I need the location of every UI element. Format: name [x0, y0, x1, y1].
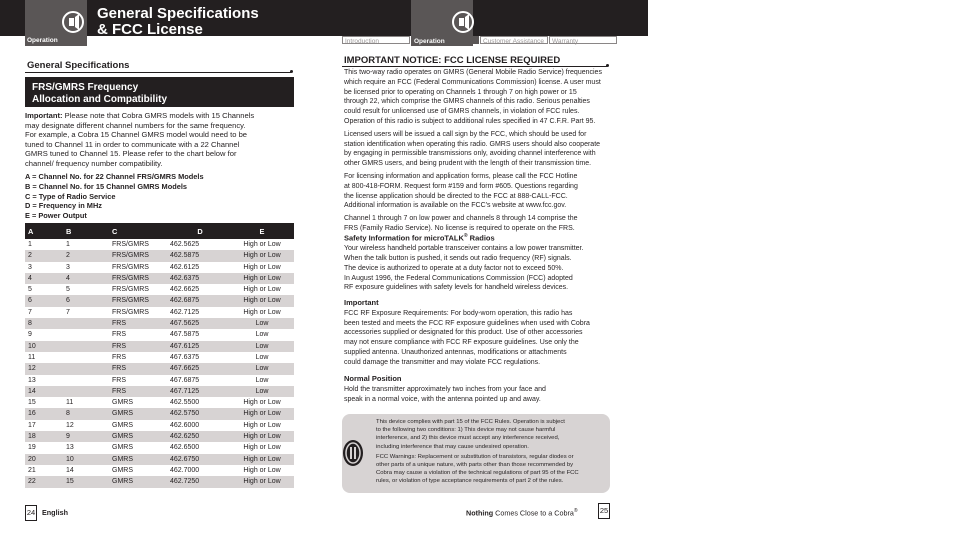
tab-customer-assistance[interactable]: Customer Assistance — [480, 36, 548, 44]
cell-channel-b: 15 — [66, 476, 112, 487]
para-line: Channel 1 through 7 on low power and channels 8 through 14 comprise the — [344, 215, 578, 223]
cell-power: High or Low — [243, 421, 281, 429]
para-line: the license application should be directed to the FCC at 888-CALL-FCC. — [344, 192, 568, 200]
para-line: Licensed users will be issued a call sign by the FCC, which should be used for — [344, 130, 587, 138]
cell-service: FRS/GMRS — [112, 273, 170, 284]
table-row — [25, 397, 294, 408]
cell-service: FRS — [112, 341, 170, 352]
important-note — [25, 111, 295, 169]
cell-power: High or Low — [243, 241, 281, 248]
important-text-line: could damage the transmitter and may violate FCC regulations. — [344, 358, 541, 366]
warning-line: FCC Warnings: Replacement or substitution of transistors, regular diodes or — [376, 453, 574, 460]
cell-frequency: 462.7250 — [170, 476, 230, 487]
footer-slogan — [466, 508, 578, 517]
safety-line: In August 1996, the Federal Communications Commission (FCC) adopted — [344, 274, 573, 282]
cell-channel-b — [66, 386, 112, 397]
important-line: tuned to Channel 11 in order to communicate with a 22 Channel — [25, 139, 240, 149]
safety-heading-text: Safety Information for microTALK — [344, 233, 464, 243]
cell-power: High or Low — [243, 466, 281, 474]
safety-line: When the talk button is pushed, it sends out radio frequency (RF) signals. — [344, 255, 572, 263]
important-line: may designate different channel numbers for the same frequency. — [25, 120, 246, 130]
column-header-c: C — [112, 223, 170, 239]
fcc-body — [344, 68, 619, 234]
para-line: station identification when operating this radio. GMRS users should also cooperate — [344, 140, 601, 148]
registered-mark: ® — [573, 508, 578, 514]
cell-channel-a: 3 — [28, 263, 32, 271]
important-section — [344, 298, 619, 368]
para-line: Additional information is available on the FCC's website at www.fcc.gov. — [344, 202, 567, 210]
cell-power: Low — [255, 376, 269, 384]
cell-channel-a: 15 — [28, 399, 36, 407]
cell-frequency: 462.6375 — [170, 273, 230, 284]
page-title-line2: & FCC License — [97, 21, 203, 38]
important-text-line: been tested and meets the FCC RF exposure guidelines when used with Cobra — [344, 319, 590, 327]
cell-service: FRS/GMRS — [112, 241, 149, 248]
normal-position-line: Hold the transmitter approximately two inches from your face and — [344, 385, 546, 393]
important-label: Important: — [25, 111, 63, 120]
rule-end-dot — [290, 70, 293, 73]
cell-service: FRS/GMRS — [112, 286, 149, 294]
legend-item: E = Power Output — [25, 211, 87, 221]
cell-power: High or Low — [230, 454, 294, 465]
cell-channel-b — [66, 352, 112, 363]
page-number-left: 24 — [25, 505, 37, 521]
notice-rule — [342, 66, 607, 67]
cell-power: High or Low — [230, 250, 294, 261]
cell-channel-a: 1 — [28, 241, 32, 248]
table-row — [25, 420, 294, 431]
cell-frequency: 462.6500 — [170, 444, 200, 452]
tab-operation[interactable]: Operation — [411, 36, 479, 44]
para-line: FRS (Family Radio Service). No license is required to operate on the FRS. — [344, 224, 575, 232]
column-header-a: A — [25, 223, 66, 239]
important-text-line: supplied antenna. Unauthorized antennas, modifications or attachments — [344, 348, 567, 356]
tab-introduction[interactable]: Introduction — [342, 36, 410, 44]
frequency-box-title — [25, 77, 294, 107]
safety-heading-end: Radios — [467, 233, 495, 243]
cell-channel-b: 14 — [66, 466, 74, 474]
important-line: Please note that Cobra GMRS models with 15 Channels — [62, 111, 255, 120]
table-row — [25, 329, 294, 340]
cell-power: High or Low — [243, 399, 281, 407]
table-row — [25, 318, 294, 329]
table-row — [25, 363, 294, 374]
compliance-line: including interference that may cause undesired operation. — [376, 443, 529, 450]
legend-item: D = Frequency in MHz — [25, 201, 102, 211]
cell-service: GMRS — [112, 421, 133, 429]
cell-channel-b — [66, 341, 112, 352]
language-label: English — [42, 508, 68, 517]
para-line: at 800-418-FORM. Request form #159 and form #605. Questions regarding — [344, 182, 578, 190]
cell-service: FRS/GMRS — [112, 250, 170, 261]
important-heading: Important — [344, 298, 379, 307]
para-line: could result for unlicensed use of GMRS channels, in violation of FCC rules. — [344, 108, 580, 116]
column-header-d: D — [170, 223, 230, 239]
para-line: This two-way radio operates on GMRS (General Mobile Radio Service) frequencies — [344, 69, 602, 76]
speaker-logo-icon — [452, 11, 474, 33]
table-row — [25, 386, 294, 397]
cell-channel-b — [66, 375, 112, 386]
box-title-line2: Allocation and Compatibility — [32, 93, 168, 105]
table-header-row — [25, 223, 294, 239]
tab-warranty[interactable]: Warranty — [549, 36, 617, 44]
cell-channel-b — [66, 318, 112, 329]
cell-service: FRS/GMRS — [112, 263, 149, 271]
cell-channel-b: 4 — [66, 273, 112, 284]
table-row — [25, 442, 294, 453]
cell-channel-a: 2 — [25, 250, 66, 261]
cell-power: Low — [255, 353, 269, 361]
cell-channel-b: 7 — [66, 308, 70, 316]
legend-item: A = Channel No. for 22 Channel FRS/GMRS Models — [25, 172, 204, 181]
cell-service: FRS — [112, 353, 126, 361]
cell-channel-a: 7 — [28, 308, 32, 316]
cell-frequency: 467.5625 — [170, 318, 230, 329]
cell-channel-a: 5 — [28, 286, 32, 294]
section-title: General Specifications — [27, 60, 130, 71]
cell-frequency: 462.6625 — [170, 286, 200, 294]
normal-position-line: speak in a normal voice, with the antenna pointed up and away. — [344, 395, 541, 403]
safety-line: RF exposure guidelines with safety levels for handheld wireless devices. — [344, 284, 569, 292]
cell-frequency: 467.6375 — [170, 353, 200, 361]
section-tabs — [342, 36, 618, 45]
table-row — [25, 295, 294, 306]
cell-channel-b: 8 — [66, 408, 112, 419]
cell-service: FRS — [112, 376, 126, 384]
table-row — [25, 431, 294, 442]
page-title-line1: General Specifications — [97, 5, 259, 22]
cell-frequency: 462.6875 — [170, 295, 230, 306]
registered-mark: ® — [463, 233, 468, 239]
cell-power: High or Low — [230, 476, 294, 487]
important-line: channel/ frequency number compatibility. — [25, 158, 163, 168]
cell-channel-a: 16 — [25, 408, 66, 419]
cell-channel-a: 6 — [25, 295, 66, 306]
para-line: other GMRS users, and being prudent with the length of their transmission time. — [344, 160, 592, 168]
cell-frequency: 462.6250 — [170, 431, 230, 442]
cell-channel-b: 5 — [66, 286, 70, 294]
cell-power: Low — [230, 318, 294, 329]
cell-frequency: 462.5750 — [170, 408, 230, 419]
cell-channel-a: 19 — [28, 444, 36, 452]
table-row — [25, 262, 294, 273]
cell-power: Low — [230, 386, 294, 397]
table-row — [25, 284, 294, 295]
cell-service: GMRS — [112, 408, 170, 419]
safety-heading — [344, 232, 619, 243]
fcc-logo-icon — [342, 438, 364, 468]
table-row — [25, 341, 294, 352]
table-row — [25, 250, 294, 261]
cell-service: GMRS — [112, 454, 170, 465]
cell-frequency: 462.6000 — [170, 421, 200, 429]
slogan-text: Comes Close to a Cobra — [493, 508, 574, 518]
normal-position-section — [344, 374, 619, 404]
para-line: Operation of this radio is subject to additional rules specified in 47 C.F.R. Part 95. — [344, 117, 596, 125]
table-row — [25, 465, 294, 476]
cell-service: GMRS — [112, 476, 170, 487]
para-line: be licensed prior to operating on Channels 1 through 7 on high power or 15 — [344, 88, 577, 96]
cell-power: Low — [230, 363, 294, 374]
tab-operation-left[interactable]: Operation — [27, 37, 58, 44]
cell-frequency: 462.6750 — [170, 454, 230, 465]
safety-line: The device is authorized to operate at a duty factor not to exceed 50%. — [344, 264, 564, 272]
table-row — [25, 352, 294, 363]
cell-frequency: 467.6625 — [170, 363, 230, 374]
table-row — [25, 476, 294, 487]
para-line: which require an FCC (Federal Communications Commission) license. A user must — [344, 78, 601, 86]
compliance-line: to the following two conditions: 1) This device may not cause harmful — [376, 427, 556, 434]
cell-channel-a: 13 — [28, 376, 36, 384]
important-text-line: may not ensure compliance with FCC RF exposure guidelines. Use only the — [344, 339, 579, 347]
important-line: GMRS tuned to Channel 15. Please refer to the chart below for — [25, 149, 237, 159]
cell-power: High or Low — [230, 273, 294, 284]
warning-line: other parts of a unique nature, with parts other than those recommended by — [376, 462, 574, 469]
cell-power: High or Low — [230, 408, 294, 419]
cell-channel-a: 11 — [28, 353, 36, 361]
cell-frequency: 467.6875 — [170, 376, 200, 384]
cell-service: GMRS — [112, 399, 133, 407]
column-header-b: B — [66, 223, 112, 239]
normal-position-heading: Normal Position — [344, 374, 402, 383]
cell-channel-a: 12 — [25, 363, 66, 374]
fcc-notice-title: IMPORTANT NOTICE: FCC LICENSE REQUIRED — [344, 55, 561, 66]
cell-service: FRS — [112, 331, 126, 339]
cell-channel-b — [66, 363, 112, 374]
cell-frequency: 462.6125 — [170, 263, 200, 271]
cell-channel-b: 12 — [66, 421, 74, 429]
cell-channel-b: 9 — [66, 431, 112, 442]
cell-frequency: 467.5875 — [170, 331, 200, 339]
table-row — [25, 408, 294, 419]
cell-channel-b: 13 — [66, 444, 74, 452]
cell-frequency: 462.7125 — [170, 308, 200, 316]
cell-power: High or Low — [243, 286, 281, 294]
warning-line: Cobra may cause a violation of the technical regulations of part 95 of the FCC — [376, 470, 579, 477]
rule-end-dot — [606, 64, 609, 67]
compliance-line: interference, and 2) this device must accept any interference received, — [376, 435, 560, 442]
frequency-table — [25, 223, 294, 488]
fcc-compliance-text — [376, 418, 604, 486]
box-title-line1: FRS/GMRS Frequency — [32, 82, 139, 93]
section-rule — [25, 72, 291, 73]
cell-channel-b: 10 — [66, 454, 112, 465]
column-header-e: E — [230, 223, 294, 239]
cell-frequency: 462.5500 — [170, 399, 200, 407]
cell-power: High or Low — [243, 263, 281, 271]
cell-channel-a: 17 — [28, 421, 36, 429]
cell-power: High or Low — [230, 431, 294, 442]
cell-channel-b: 3 — [66, 263, 70, 271]
cell-power: High or Low — [243, 444, 281, 452]
cell-service: FRS — [112, 363, 170, 374]
important-text-line: accessories supplied or designated for this product. Use of other accessories — [344, 329, 583, 337]
table-row — [25, 454, 294, 465]
cell-service: FRS — [112, 318, 170, 329]
cell-channel-a: 22 — [25, 476, 66, 487]
cell-frequency: 462.7000 — [170, 466, 200, 474]
cell-channel-b: 11 — [66, 399, 74, 407]
cell-power: Low — [255, 331, 269, 339]
table-row — [25, 273, 294, 284]
compliance-line: This device complies with part 15 of the FCC Rules. Operation is subject — [376, 419, 565, 425]
cell-channel-a: 9 — [28, 331, 32, 339]
table-row — [25, 307, 294, 318]
legend-item: B = Channel No. for 15 Channel GMRS Models — [25, 181, 187, 191]
cell-channel-b — [66, 329, 112, 340]
important-text-line: FCC RF Exposure Requirements: For body-worn operation, this radio has — [344, 309, 573, 317]
cell-channel-a: 8 — [25, 318, 66, 329]
cell-power: High or Low — [230, 295, 294, 306]
cell-channel-b: 6 — [66, 295, 112, 306]
speaker-logo-icon — [62, 11, 84, 33]
legend-item: C = Type of Radio Service — [25, 191, 116, 201]
safety-section — [344, 232, 619, 293]
cell-power: Low — [230, 341, 294, 352]
cell-service: GMRS — [112, 431, 170, 442]
para-line: For licensing information and application forms, please call the FCC Hotline — [344, 172, 578, 180]
cell-channel-a: 18 — [25, 431, 66, 442]
cell-channel-b: 1 — [66, 241, 70, 248]
column-legend — [25, 172, 204, 221]
cell-service: GMRS — [112, 466, 133, 474]
cell-frequency: 462.5625 — [170, 241, 200, 248]
page-title — [97, 6, 259, 38]
para-line: by engaging in permissible transmissions only, avoiding channel interference with — [344, 150, 596, 158]
cell-frequency: 467.7125 — [170, 386, 230, 397]
cell-channel-a: 20 — [25, 454, 66, 465]
cell-service: FRS/GMRS — [112, 295, 170, 306]
cell-channel-a: 14 — [25, 386, 66, 397]
cell-power: High or Low — [243, 308, 281, 316]
para-line: through 22, which comprise the GMRS channels of this radio. Serious penalties — [344, 98, 590, 106]
table-row — [25, 375, 294, 386]
cell-channel-a: 21 — [28, 466, 36, 474]
cell-service: GMRS — [112, 444, 133, 452]
page-number-right: 25 — [598, 503, 610, 519]
table-row — [25, 239, 294, 250]
cell-service: FRS/GMRS — [112, 308, 149, 316]
cell-channel-a: 10 — [25, 341, 66, 352]
cell-channel-a: 4 — [25, 273, 66, 284]
warning-line: rules, or violation of type acceptance requirements of part 2 of the rules. — [376, 478, 564, 485]
important-line: For example, a Cobra 15 Channel GMRS model would need to be — [25, 130, 248, 140]
cell-service: FRS — [112, 386, 170, 397]
cell-frequency: 467.6125 — [170, 341, 230, 352]
slogan-bold: Nothing — [466, 508, 494, 518]
cell-frequency: 462.5875 — [170, 250, 230, 261]
safety-line: Your wireless handheld portable transceiver contains a low power transmitter. — [344, 245, 584, 253]
cell-channel-b: 2 — [66, 250, 112, 261]
